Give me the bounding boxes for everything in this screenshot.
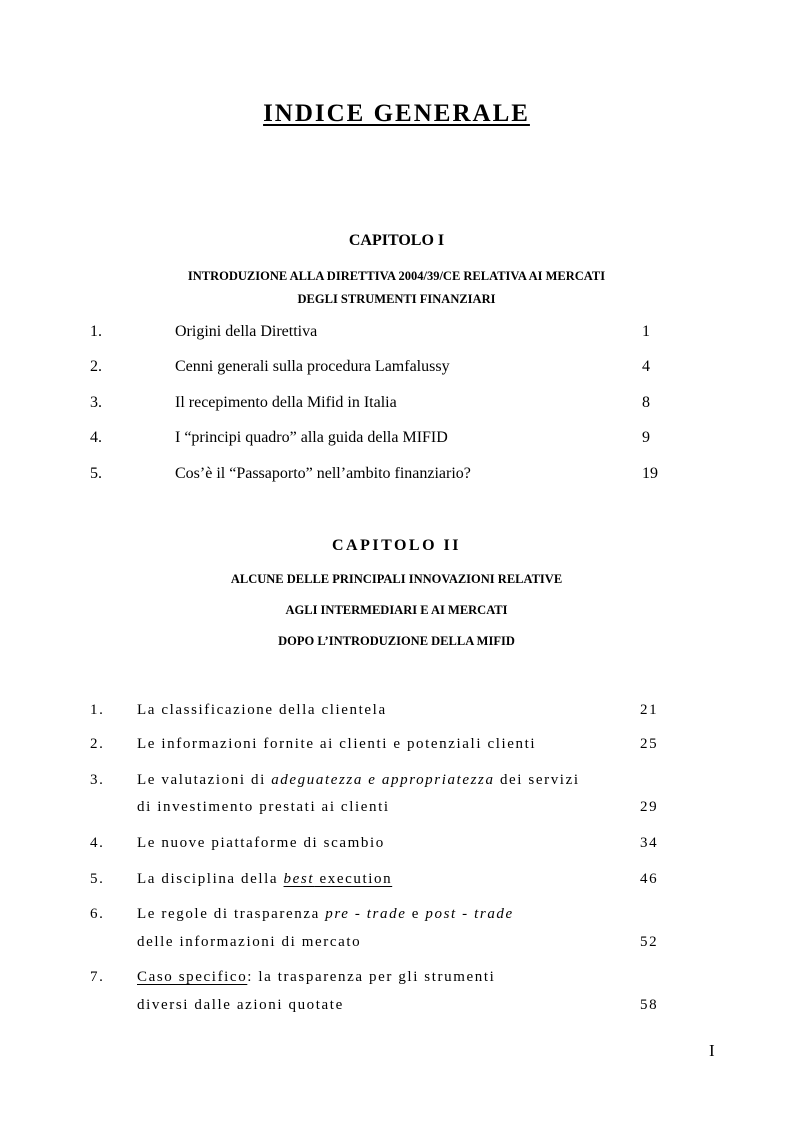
toc-entry-title: Origini della Direttiva [175,323,318,340]
toc-entry-page: 34 [640,835,659,851]
toc-entry-title: Le informazioni fornite ai clienti e potenziali clienti [137,736,537,752]
toc-entry-page: 29 [640,799,659,815]
toc-entry-title: I “principi quadro” alla guida della MIFID [175,429,448,446]
toc-text-part: La disciplina della [137,871,284,887]
toc-entry-page: 58 [640,997,659,1013]
toc-text-underlined [284,871,393,887]
toc-entry-title-line2: delle informazioni di mercato [137,934,362,950]
toc-entry-number: 5. [90,465,102,482]
toc-entry-title-line2: di investimento prestati ai clienti [137,799,390,815]
toc-entry-page: 8 [642,394,650,411]
toc-entry-number: 3. [90,772,105,788]
toc-entry-title [137,906,514,923]
toc-entry-number: 1. [90,702,105,718]
toc-entry-title: Le nuove piattaforme di scambio [137,835,385,851]
toc-text-part: e [406,906,426,922]
chapter2-subtitle-line2: AGLI INTERMEDIARI E AI MERCATI [285,603,508,617]
toc-text-underlined: Caso specifico [137,969,248,985]
toc-entry-page: 46 [640,871,659,887]
chapter2-heading: CAPITOLO II [331,537,461,554]
toc-entry-title: Cos’è il “Passaporto” nell’ambito finanziario? [175,465,471,482]
toc-text-italic: best [283,871,315,887]
chapter2-subtitle-line3: DOPO L’INTRODUZIONE DELLA MIFID [278,634,515,648]
toc-entry-number: 2. [90,736,105,752]
toc-text-part: execution [314,871,393,887]
toc-entry-page: 52 [640,934,659,950]
toc-entry-number: 7. [90,969,105,985]
toc-text-part: Le regole di trasparenza [137,906,326,922]
toc-entry-page: 25 [640,736,659,752]
toc-entry-page: 1 [642,323,650,340]
toc-entry-title [137,969,495,986]
page-number: I [709,1041,715,1060]
toc-entry-number: 4. [90,835,105,851]
chapter1-subtitle-line2: DEGLI STRUMENTI FINANZIARI [297,292,496,306]
toc-entry-number: 6. [90,906,105,922]
toc-text-part: Le valutazioni di [137,772,272,788]
toc-text-italic: pre - trade [325,906,407,922]
toc-entry-page: 21 [640,702,659,718]
toc-entry-page: 9 [642,429,650,446]
toc-text-italic: adeguatezza e appropriatezza [271,772,495,788]
toc-entry-title: Cenni generali sulla procedura Lamfalussy [175,358,450,375]
chapter1-subtitle-line1: INTRODUZIONE ALLA DIRETTIVA 2004/39/CE RELATIVA AI MERCATI [187,269,606,283]
toc-entry-number: 4. [90,429,102,446]
chapter1-heading: CAPITOLO I [348,232,445,249]
toc-entry-page: 4 [642,358,650,375]
toc-entry-title: La classificazione della clientela [137,702,387,718]
toc-entry-title-line2: diversi dalle azioni quotate [137,997,344,1013]
toc-entry-title [137,871,392,888]
toc-text-part: dei servizi [494,772,580,788]
toc-entry-number: 3. [90,394,102,411]
toc-entry-title: Il recepimento della Mifid in Italia [175,394,397,411]
toc-text-part: : la trasparenza per gli strumenti [247,969,496,985]
toc-entry-page: 19 [642,465,658,482]
page-title: INDICE GENERALE [263,100,530,127]
toc-entry-title [137,772,580,789]
toc-entry-number: 1. [90,323,102,340]
toc-entry-number: 2. [90,358,102,375]
toc-text-italic: post - trade [425,906,514,922]
chapter2-subtitle-line1: ALCUNE DELLE PRINCIPALI INNOVAZIONI RELATIVE [230,572,563,586]
toc-entry-number: 5. [90,871,105,887]
